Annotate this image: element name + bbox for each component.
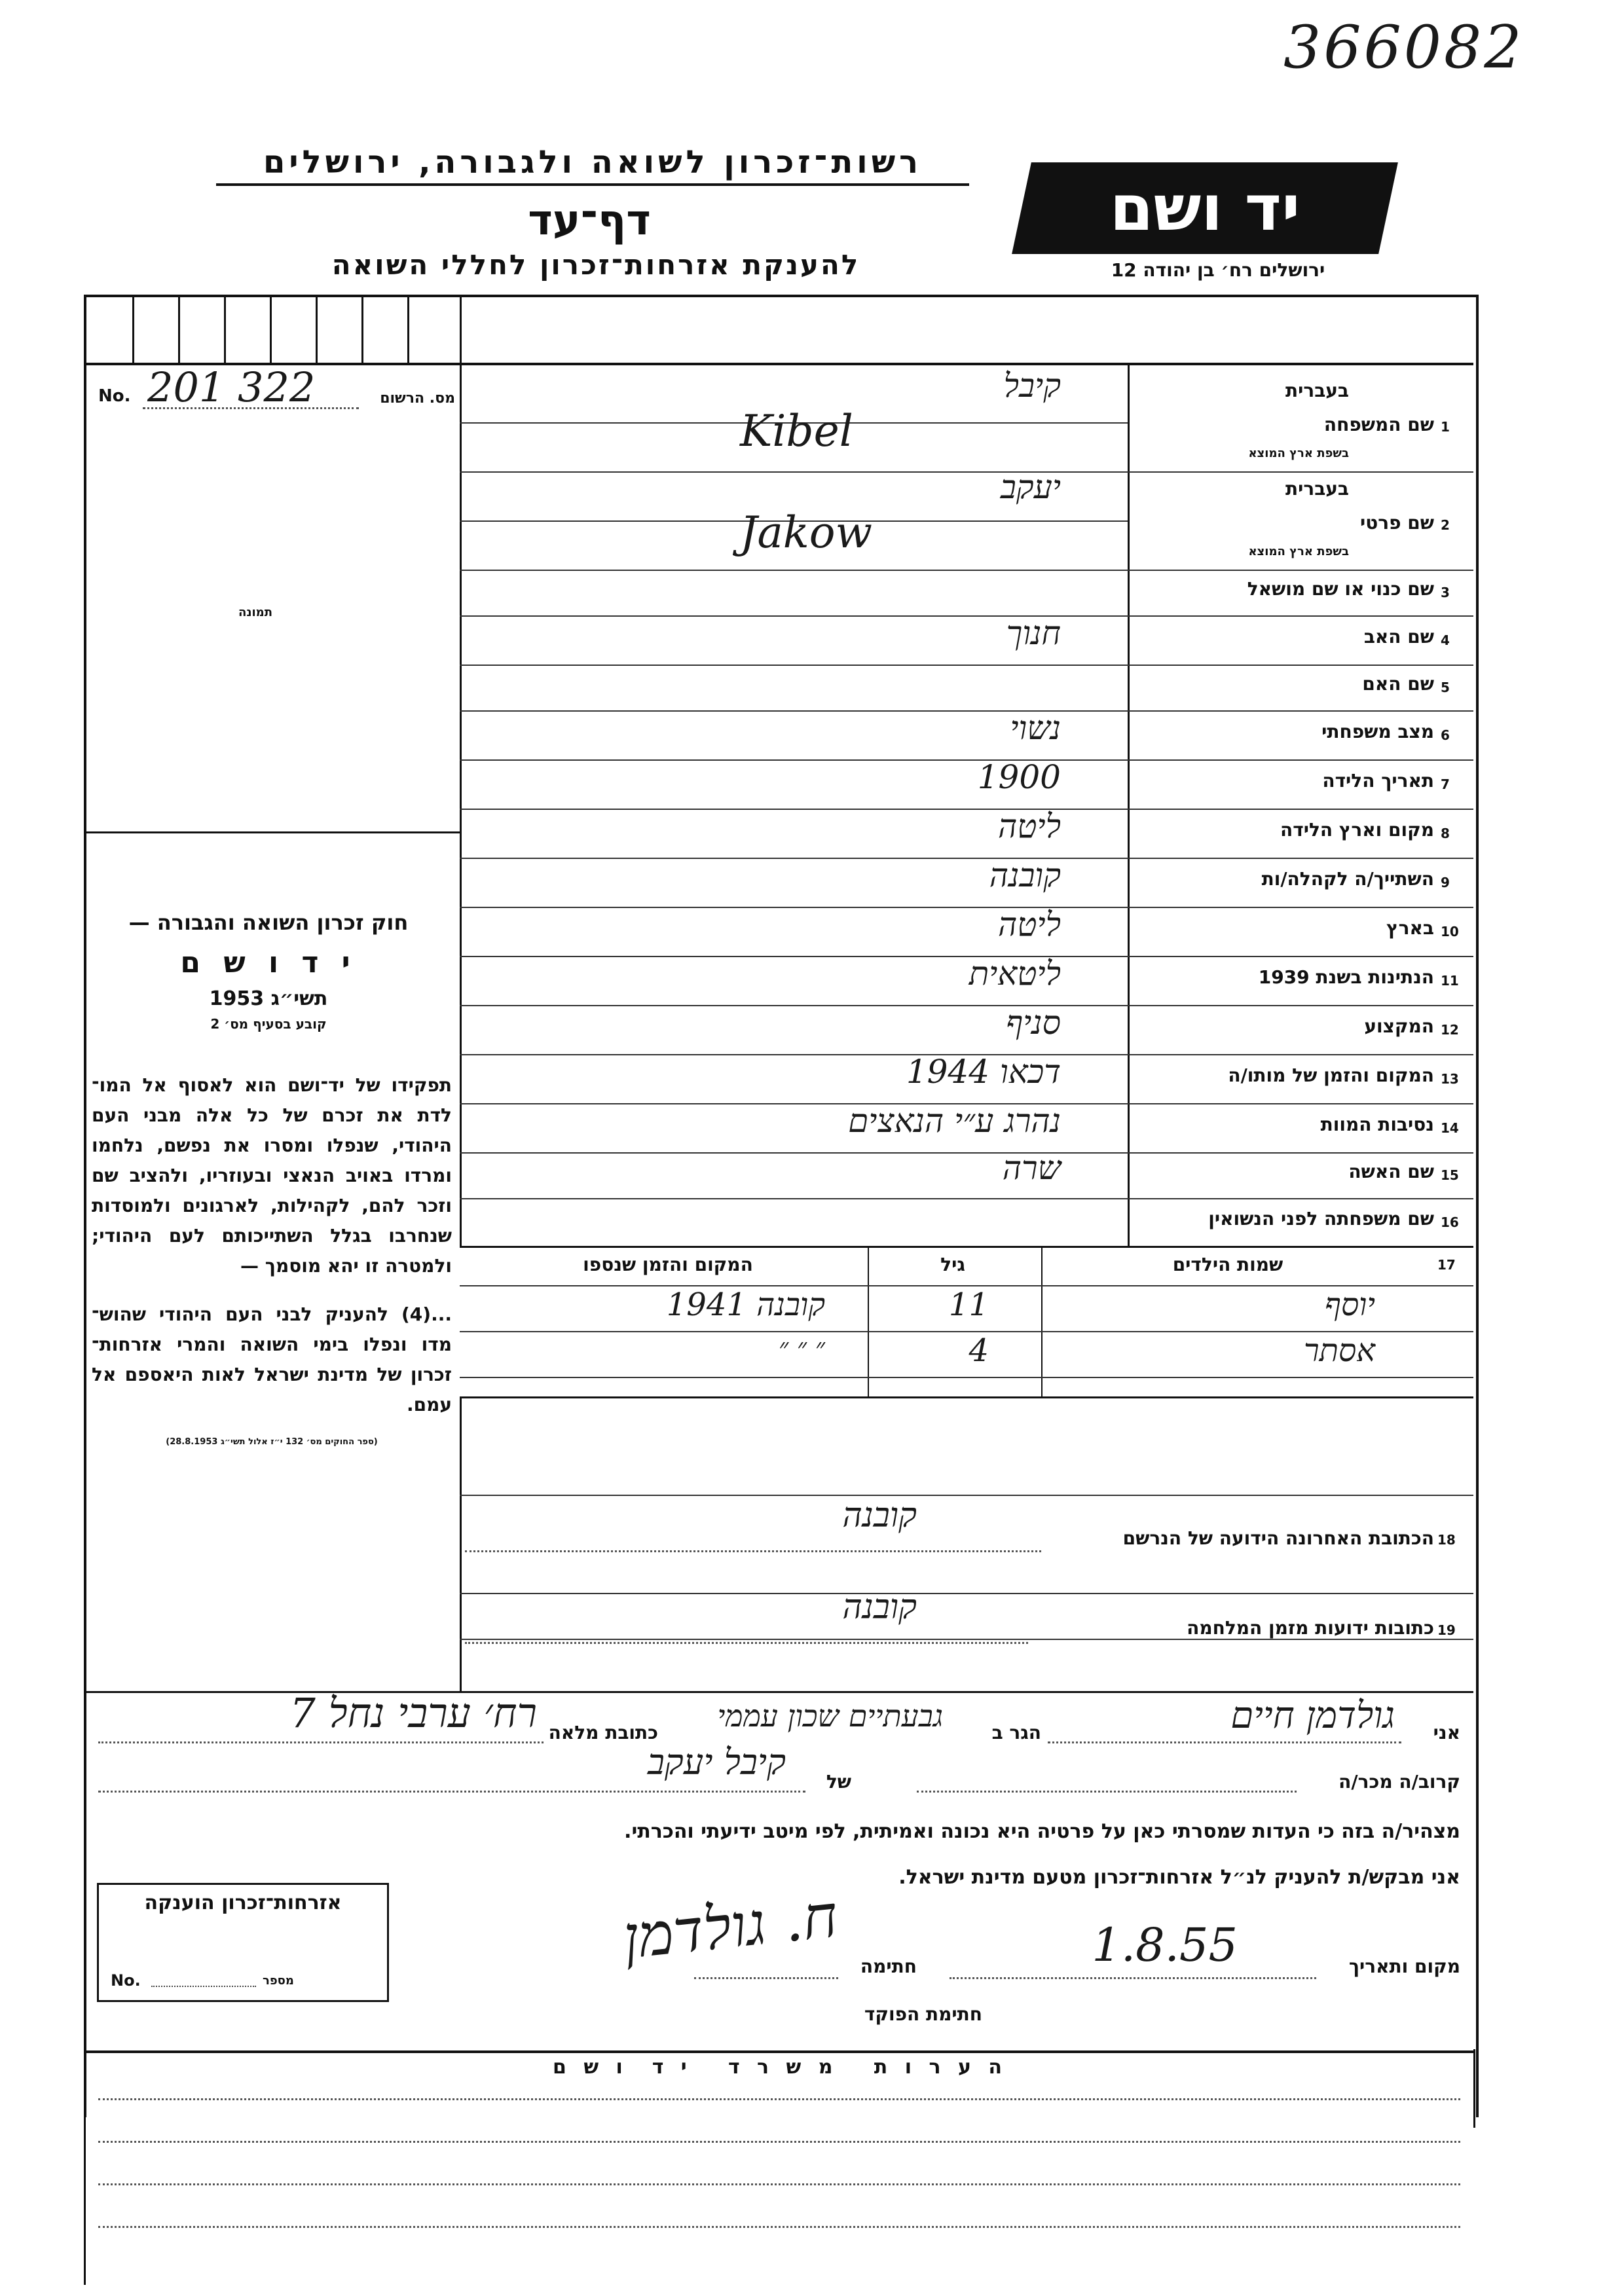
field-number-2: 2 [1441,517,1450,533]
field-number-6: 6 [1441,727,1450,743]
citizenship-box-title: אזרחות־זכרון הוענקה [144,1891,342,1914]
field-number-17: 17 [1437,1257,1456,1273]
declarant-signature: ח. גולדמן [619,1882,841,1973]
top-boxes [86,297,460,363]
field-value-8: ליטה [998,807,1061,845]
officer-signature-label: חתימת הפוקד [864,2003,982,2025]
field-value-15: שרה [1002,1149,1061,1187]
field-number-19: 19 [1437,1622,1456,1638]
children-names-header: שמות הילדים [1172,1254,1283,1275]
lives-in-label: הגר ב [991,1722,1041,1743]
child-2-name: אסתר [1304,1332,1375,1369]
citizenship-box-number-label: מספר [263,1974,294,1988]
field-value-9: קובנה [989,856,1061,894]
authority-heading: רשות־זכרון לשואה ולגבורה, ירושלים [216,144,969,186]
logo-text: יד ושם [1109,172,1301,245]
field-value-4: חנוך [1006,613,1061,652]
field-row-line [1128,809,1473,810]
field-label-4: שם האב [1363,625,1434,647]
field-value-7: 1900 [977,757,1061,796]
of-label: של [826,1771,851,1793]
wartime-address-label: כתובות ידועות מזמן המלחמה [1187,1617,1434,1639]
law-text-2: ...(4) להעניק לבני העם היהודי שהוש־ מדו ונפלו בימי השואה והמרי אזרחות־ זכרון של מדינת ישראל לאות היאספם אל עמם. [92,1303,452,1415]
field-value-latin-1: Kibel [740,406,853,456]
signature-label: חתימה [860,1956,917,1977]
field-label-7: תאריך הלידה [1322,769,1434,792]
field-number-5: 5 [1441,680,1450,695]
declarant-place: גבעתיים שכון עממי [717,1698,943,1734]
registration-number-label: מס. הרשום [380,390,455,407]
child-1-place: קובנה 1941 [666,1286,825,1323]
field-number-4: 4 [1441,632,1450,648]
field-value-12: סניף [1006,1003,1061,1042]
field-value-2: יעקב [1000,468,1061,506]
field-row-line [1128,956,1473,957]
law-title: חוק זכרון השואה והגבורה — [128,910,409,935]
field-sub-origin-2: בשפת ארץ המוצא [1248,545,1349,558]
field-row-line [1128,615,1473,617]
law-clause: קובע בסעיף מס׳ 2 [210,1016,327,1032]
field-row-line [1128,1103,1473,1104]
law-text-1: תפקידו של יד־ושם הוא לאסוף אל המו־ לדת את זכרם של כל אלה מבני העם היהודי, שנפלו ומסרו את נפשם, נלחמו ומרדו באויב הנאצי ובעוזריו, ולהציב שם וזכר להם, לקהילות, לארגונים ולמוסדות שנחרבו בגלל השתייכותם לעם היהודי; ולמטרה זו יהא מוסמך — [92,1074,452,1277]
field-label-6: מצב משפחתי [1321,720,1434,742]
field-row-line [1128,1152,1473,1154]
field-number-7: 7 [1441,776,1450,792]
page-title: דף־עד [528,196,651,245]
field-label-15: שם האשה [1348,1161,1434,1182]
field-number-13: 13 [1441,1070,1459,1087]
law-reference: (ספר החוקים מס׳ 132 י״ז אלול תשי״ג 28.8.1953) [166,1437,378,1447]
field-tag-hebrew-1: בעברית [1285,380,1349,401]
declaration-statement: מצהיר/ה בזה כי העדות שמסרתי כאן על פרטיה היא נכונה ואמיתית, לפי מיטב ידיעתי והכרתי. [624,1820,1460,1843]
field-number-1: 1 [1441,419,1450,435]
field-label-2: שם פרטי [1359,512,1434,534]
field-number-3: 3 [1441,585,1450,600]
child-2-place: ״ ״ ״ [778,1333,825,1363]
field-row-line [1128,1054,1473,1055]
field-sub-origin-1: בשפת ארץ המוצא [1248,446,1349,460]
field-label-8: מקום וארץ הלידה [1280,818,1434,841]
declarant-address: רח׳ ערבי נחל 7 [289,1689,537,1737]
registration-number: 201 322 [147,363,316,411]
subtitle: להענקת אזרחות־זכרון לחללי השואה [331,249,860,281]
value-row-line [460,570,1128,571]
place-date-label: מקום ותאריך [1348,1956,1460,1977]
children-age-header: גיל [940,1254,965,1275]
relative-of-value: קיבל יעקב [647,1741,786,1783]
declaration-request: אני מבקש/ת להעניק לנ״ל אזרחות־זכרון מטעם מדינת ישראל. [898,1866,1460,1889]
last-address-value: קובנה [842,1496,917,1535]
declaration-date: 1.8.55 [1092,1918,1238,1972]
citizenship-box-no-label: No. [111,1971,141,1990]
field-label-5: שם האם [1362,673,1434,695]
office-notes-heading: ה ע ר ו ת מ ש ר ד י ד ו ש ם [552,2056,1007,2079]
declarant-name: גולדמן חיים [1230,1694,1395,1737]
field-value-6: נשוי [1010,708,1061,747]
field-value-10: ליטה [998,905,1061,943]
field-row-line [1128,665,1473,666]
registration-no-label: No. [98,386,131,406]
field-row-line [1128,759,1473,761]
field-label-10: בארץ [1386,917,1434,939]
field-number-11: 11 [1441,972,1459,989]
field-label-3: שם כנוי או שם מושאל [1247,578,1434,600]
field-number-9: 9 [1441,874,1450,890]
field-value-13: דכאו 1944 [906,1052,1061,1091]
field-label-1: שם המשפחה [1323,414,1434,435]
field-value-11: ליטאית [969,954,1061,993]
field-row-line [1128,1198,1473,1199]
field-label-14: נסיבות המוות [1320,1113,1434,1135]
child-2-age: 4 [969,1332,989,1369]
wartime-address-value: קובנה [842,1588,917,1627]
child-1-name: יוסף [1324,1286,1375,1323]
field-row-line [1128,1005,1473,1006]
field-number-16: 16 [1441,1214,1459,1230]
citizenship-box [97,1883,389,2002]
field-value-latin-2: Jakow [740,507,873,558]
value-row-line [460,665,1128,666]
field-row-line [1128,570,1473,571]
law-year: תשי״ג 1953 [209,987,328,1010]
relative-label: קרוב/ה מכר/ה [1338,1771,1460,1793]
field-number-12: 12 [1441,1021,1459,1038]
yad-vashem-logo [1012,162,1398,254]
child-1-age: 11 [948,1286,989,1323]
law-name: י ד ו ש ם [180,946,357,979]
field-label-9: השתייך/ה לקהלה/ות [1261,867,1434,890]
last-address-label: הכתובת האחרונה הידועה של הנרשם [1122,1527,1434,1549]
field-label-11: הנתינות בשנת 1939 [1258,966,1434,988]
field-label-13: המקום והזמן של מותו/ה [1228,1064,1434,1086]
photo-label: תמונה [238,606,273,619]
archive-number: 366082 [1283,13,1524,82]
logo-address: ירושלים רח׳ בן יהודה 12 [1111,259,1325,281]
field-number-10: 10 [1441,923,1459,939]
field-row-line [1128,907,1473,908]
field-row-line [1128,471,1473,473]
address-label: כתובת מלאה [548,1722,658,1743]
field-tag-hebrew-2: בעברית [1285,478,1349,500]
field-number-15: 15 [1441,1167,1459,1183]
children-place-header: המקום והזמן שנספו [583,1254,753,1275]
field-value-14: נהרג ע״י הנאצים [848,1101,1061,1140]
field-row-line [1128,858,1473,859]
field-value-1: קיבל [1003,367,1061,405]
field-number-14: 14 [1441,1120,1459,1136]
declaration-ani: אני [1433,1722,1460,1743]
value-row-line [460,1198,1128,1199]
field-label-16: שם משפחתה לפני הנשואין [1208,1207,1434,1230]
field-number-18: 18 [1437,1532,1456,1548]
field-number-8: 8 [1441,825,1450,841]
field-row-line [1128,710,1473,712]
field-label-12: המקצוע [1364,1015,1434,1037]
